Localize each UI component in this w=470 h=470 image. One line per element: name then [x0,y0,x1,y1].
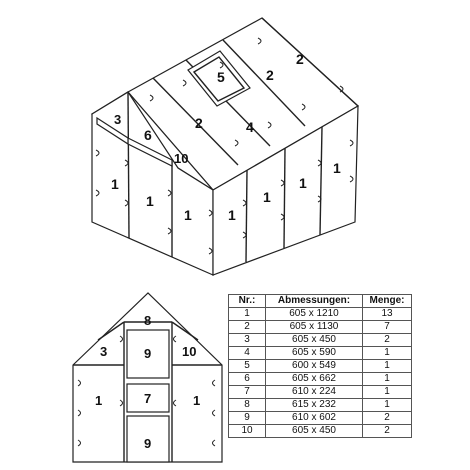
table-cell: 2 [229,321,266,334]
parts-table-body [229,308,412,438]
parts-table [228,294,412,438]
table-cell: 3 [229,334,266,347]
table-row [229,412,412,425]
iso-label: 6 [144,127,152,143]
iso-label: 1 [146,193,154,209]
table-cell: 2 [363,412,412,425]
front-elevation [73,293,222,462]
table-cell: 605 x 1130 [266,321,363,334]
iso-label: 1 [263,189,271,205]
iso-label: 10 [174,151,189,166]
front-label: 7 [144,391,152,406]
front-label: 3 [100,344,108,359]
table-cell: 7 [363,321,412,334]
header-abmessungen: Abmessungen: [266,295,363,308]
iso-label: 1 [228,207,236,223]
table-cell: 8 [229,399,266,412]
table-cell: 605 x 590 [266,347,363,360]
table-row [229,308,412,321]
table-row [229,347,412,360]
table-cell: 6 [229,373,266,386]
table-cell: 2 [363,425,412,438]
iso-label: 2 [195,115,203,131]
table-cell: 600 x 549 [266,360,363,373]
iso-label: 2 [266,67,274,83]
table-cell: 610 x 224 [266,386,363,399]
table-cell: 4 [229,347,266,360]
table-row [229,373,412,386]
iso-label: 3 [114,112,122,127]
iso-label: 1 [333,160,341,176]
table-cell: 5 [229,360,266,373]
table-cell: 9 [229,412,266,425]
iso-label: 2 [296,51,304,67]
iso-label: 1 [184,207,192,223]
table-cell: 10 [229,425,266,438]
iso-label: 1 [111,176,119,192]
table-row [229,321,412,334]
table-cell: 2 [363,334,412,347]
front-label: 1 [193,393,201,408]
table-cell: 1 [229,308,266,321]
table-row [229,425,412,438]
iso-label: 1 [299,175,307,191]
header-nr: Nr.: [229,295,266,308]
table-cell: 615 x 232 [266,399,363,412]
table-cell: 1 [363,347,412,360]
table-cell: 13 [363,308,412,321]
table-cell: 610 x 602 [266,412,363,425]
header-menge: Menge: [363,295,412,308]
front-label: 9 [144,436,152,451]
table-row [229,399,412,412]
table-cell: 605 x 450 [266,425,363,438]
table-cell: 605 x 450 [266,334,363,347]
table-row [229,334,412,347]
table-cell: 1 [363,373,412,386]
table-cell: 1 [363,386,412,399]
table-cell: 1 [363,399,412,412]
table-row [229,386,412,399]
iso-label: 5 [217,69,225,85]
table-cell: 605 x 1210 [266,308,363,321]
table-cell: 605 x 662 [266,373,363,386]
table-cell: 7 [229,386,266,399]
front-label: 9 [144,346,152,361]
front-label: 10 [182,344,197,359]
table-cell: 1 [363,360,412,373]
front-label: 8 [144,313,152,328]
front-label: 1 [95,393,103,408]
table-row [229,360,412,373]
iso-label: 4 [246,119,254,135]
isometric-greenhouse [92,18,358,275]
